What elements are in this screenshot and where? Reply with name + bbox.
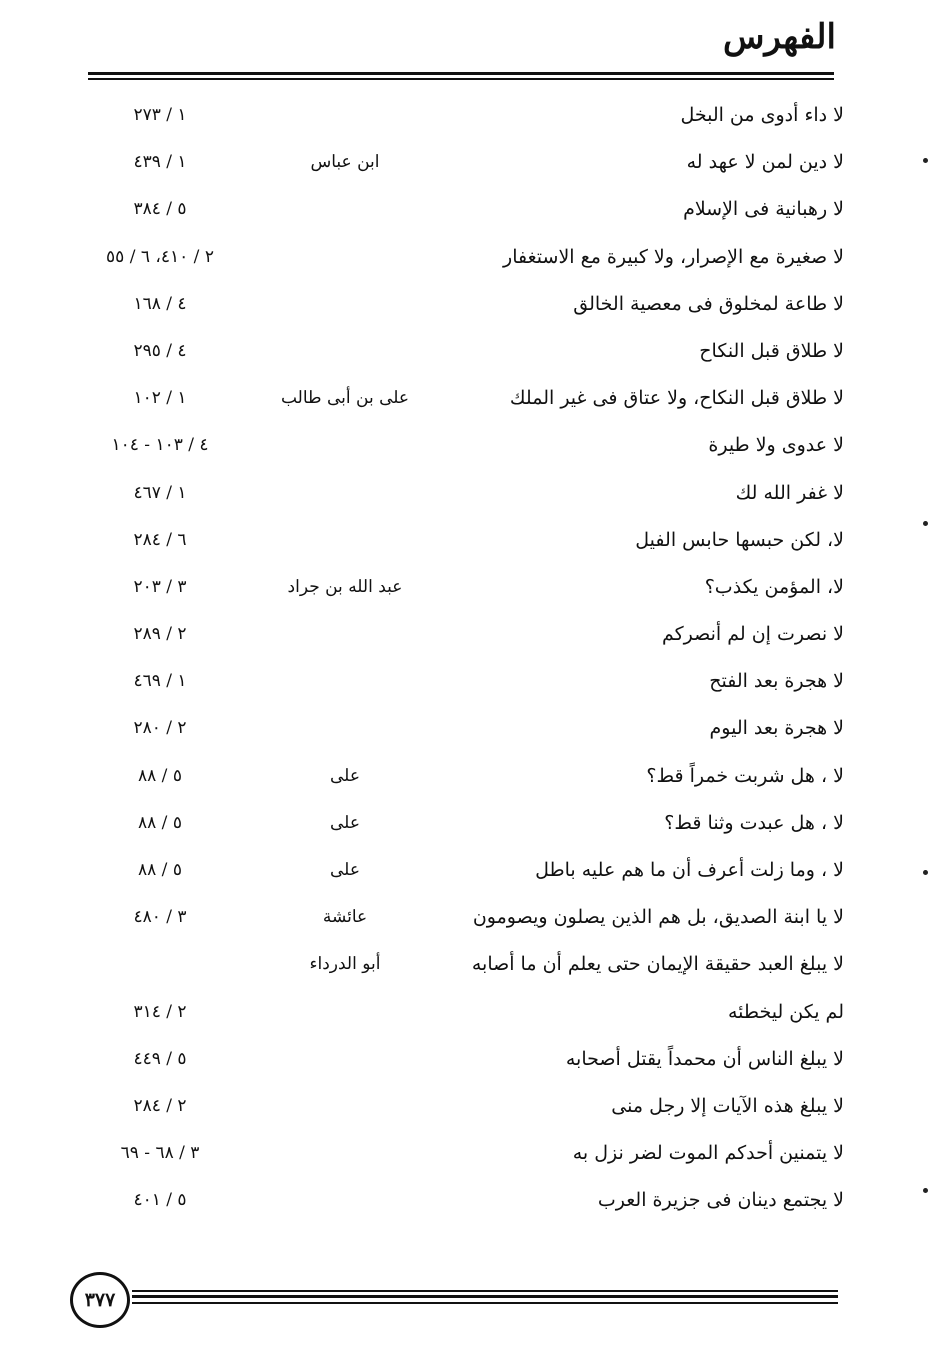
hadith-text: لا رهبانية فى الإسلام [683, 198, 844, 221]
volume-page-ref: ١ / ٤٦٩ [133, 671, 187, 692]
volume-page-ref: ٥ / ٨٨ [138, 765, 182, 786]
narrator: على [330, 812, 360, 833]
hadith-text: لم يكن ليخطئه [727, 1000, 844, 1023]
index-entry [0, 847, 928, 894]
narrator [250, 989, 440, 1036]
volume-page-ref: ٤ / ١٠٣ - ١٠٤ [111, 435, 209, 456]
footer-rule-thick [132, 1295, 838, 1298]
hadith-text: لا طلاق قبل النكاح، ولا عتاق فى غير الملك [509, 387, 844, 410]
volume-page-ref: ٤ / ٢٩٥ [133, 340, 187, 361]
narrator [250, 658, 440, 705]
volume-page-ref: ٥ / ٨٨ [138, 860, 182, 880]
narrator: عبد الله بن جراد [287, 576, 403, 597]
volume-page-ref: ٥ / ٤٤٩ [133, 1048, 187, 1069]
narrator: على [330, 860, 360, 880]
volume-page-ref: ٢ / ٢٨٠ [133, 718, 187, 739]
index-entry [0, 989, 928, 1036]
narrator [250, 1130, 440, 1177]
hadith-text: لا غفر الله لك [735, 481, 844, 504]
volume-page-ref: ٥ / ٣٨٤ [133, 199, 187, 220]
hadith-text: لا ، هل عبدت وثنا قط؟ [664, 811, 844, 834]
index-entry [0, 753, 928, 800]
index-entry [0, 1083, 928, 1130]
narrator [250, 1036, 440, 1083]
volume-page-ref: ٥ / ٨٨ [138, 812, 182, 833]
narrator: عائشة [322, 907, 368, 928]
footer-rule-thin [132, 1290, 838, 1292]
index-entry [0, 470, 928, 517]
hadith-text: لا يبلغ هذه الآيات إلا رجل منى [611, 1094, 844, 1117]
hadith-text: لا نصرت إن لم أنصركم [661, 623, 844, 646]
index-entry [0, 281, 928, 328]
volume-page-ref: ١ / ١٠٢ [133, 388, 187, 409]
page-footer [70, 1272, 840, 1332]
hadith-text: لا طلاق قبل النكاح [699, 339, 844, 362]
volume-page-ref: ٢ / ٢٨٩ [133, 624, 187, 645]
index-entry [0, 941, 928, 988]
hadith-text: لا، لكن حبسها حابس الفيل [635, 528, 844, 551]
index-entry [0, 422, 928, 469]
scan-speck [923, 870, 928, 875]
narrator [250, 1083, 440, 1130]
narrator [250, 470, 440, 517]
narrator [250, 92, 440, 139]
hadith-text: لا طاعة لمخلوق فى معصية الخالق [573, 292, 844, 315]
narrator [250, 611, 440, 658]
hadith-text: لا دين لمن لا عهد له [686, 151, 844, 174]
hadith-text: لا هجرة بعد الفتح [709, 670, 844, 693]
hadith-text: لا ، وما زلت أعرف أن ما هم عليه باطل [535, 859, 844, 881]
index-entry [0, 328, 928, 375]
index-entry [0, 705, 928, 752]
narrator [250, 705, 440, 752]
index-entry [0, 186, 928, 233]
volume-page-ref: ٢ / ٤١٠، ٦ / ٥٥ [106, 246, 214, 267]
narrator [250, 281, 440, 328]
index-entry [0, 800, 928, 847]
volume-page-ref: ٣ / ٤٨٠ [133, 907, 187, 928]
hadith-text: لا عدوى ولا طيرة [708, 434, 844, 457]
volume-page-ref: ٢ / ٣١٤ [133, 1001, 187, 1022]
narrator: ابن عباس [310, 152, 380, 173]
scan-speck [923, 158, 928, 163]
index-entry [0, 139, 928, 186]
hadith-text: لا يتمنين أحدكم الموت لضر نزل به [572, 1142, 844, 1165]
hadith-text: لا داء أدوى من البخل [680, 104, 844, 126]
narrator [250, 234, 440, 281]
footer-rule-thin [132, 1302, 838, 1304]
index-entry [0, 1130, 928, 1177]
hadith-text: لا ، هل شربت خمراً قط؟ [646, 764, 844, 787]
volume-page-ref: ١ / ٢٧٣ [133, 105, 187, 125]
header-rule-thin [88, 78, 834, 80]
hadith-text: لا هجرة بعد اليوم [709, 717, 844, 740]
index-entry [0, 1036, 928, 1083]
narrator: أبو الدرداء [309, 954, 381, 975]
index-entry [0, 564, 928, 611]
volume-page-ref: ٤ / ١٦٨ [133, 293, 187, 314]
narrator: على [330, 765, 360, 786]
hadith-text: لا يبلغ الناس أن محمداً يقتل أصحابه [565, 1047, 844, 1070]
volume-page-ref: ١ / ٤٦٧ [133, 482, 187, 503]
header-rule-thick [88, 72, 834, 75]
hadith-text: لا يجتمع دينان فى جزيرة العرب [597, 1189, 844, 1212]
narrator [250, 328, 440, 375]
index-entry [0, 1177, 928, 1224]
index-entry [0, 517, 928, 564]
page-title: الفهرس [723, 17, 836, 57]
narrator: على بن أبى طالب [280, 388, 410, 409]
volume-page-ref: ٣ / ٢٠٣ [133, 576, 187, 597]
hadith-text: لا يبلغ العبد حقيقة الإيمان حتى يعلم أن ما أصابه [471, 953, 844, 976]
volume-page-ref: ٢ / ٢٨٤ [133, 1095, 187, 1116]
scan-speck [923, 521, 928, 526]
volume-page-ref: ٥ / ٤٠١ [133, 1190, 187, 1211]
index-entry [0, 375, 928, 422]
index-entry [0, 234, 928, 281]
index-entry [0, 894, 928, 941]
volume-page-ref: ٦ / ٢٨٤ [133, 529, 187, 550]
scan-speck [923, 1188, 928, 1193]
index-entries [0, 92, 928, 1225]
hadith-text: لا، المؤمن يكذب؟ [704, 575, 844, 598]
hadith-text: لا يا ابنة الصديق، بل هم الذين يصلون ويصومون [472, 906, 844, 929]
volume-page-ref [70, 941, 250, 988]
index-entry [0, 92, 928, 139]
narrator [250, 186, 440, 233]
volume-page-ref: ١ / ٤٣٩ [133, 152, 187, 173]
page-header [723, 17, 836, 57]
narrator [250, 517, 440, 564]
page-number: ٣٧٧ [70, 1272, 130, 1328]
narrator [250, 1177, 440, 1224]
volume-page-ref: ٣ / ٦٨ - ٦٩ [120, 1143, 200, 1164]
narrator [250, 422, 440, 469]
index-entry [0, 611, 928, 658]
index-entry [0, 658, 928, 705]
hadith-text: لا صغيرة مع الإصرار، ولا كبيرة مع الاستغفار [503, 245, 844, 268]
